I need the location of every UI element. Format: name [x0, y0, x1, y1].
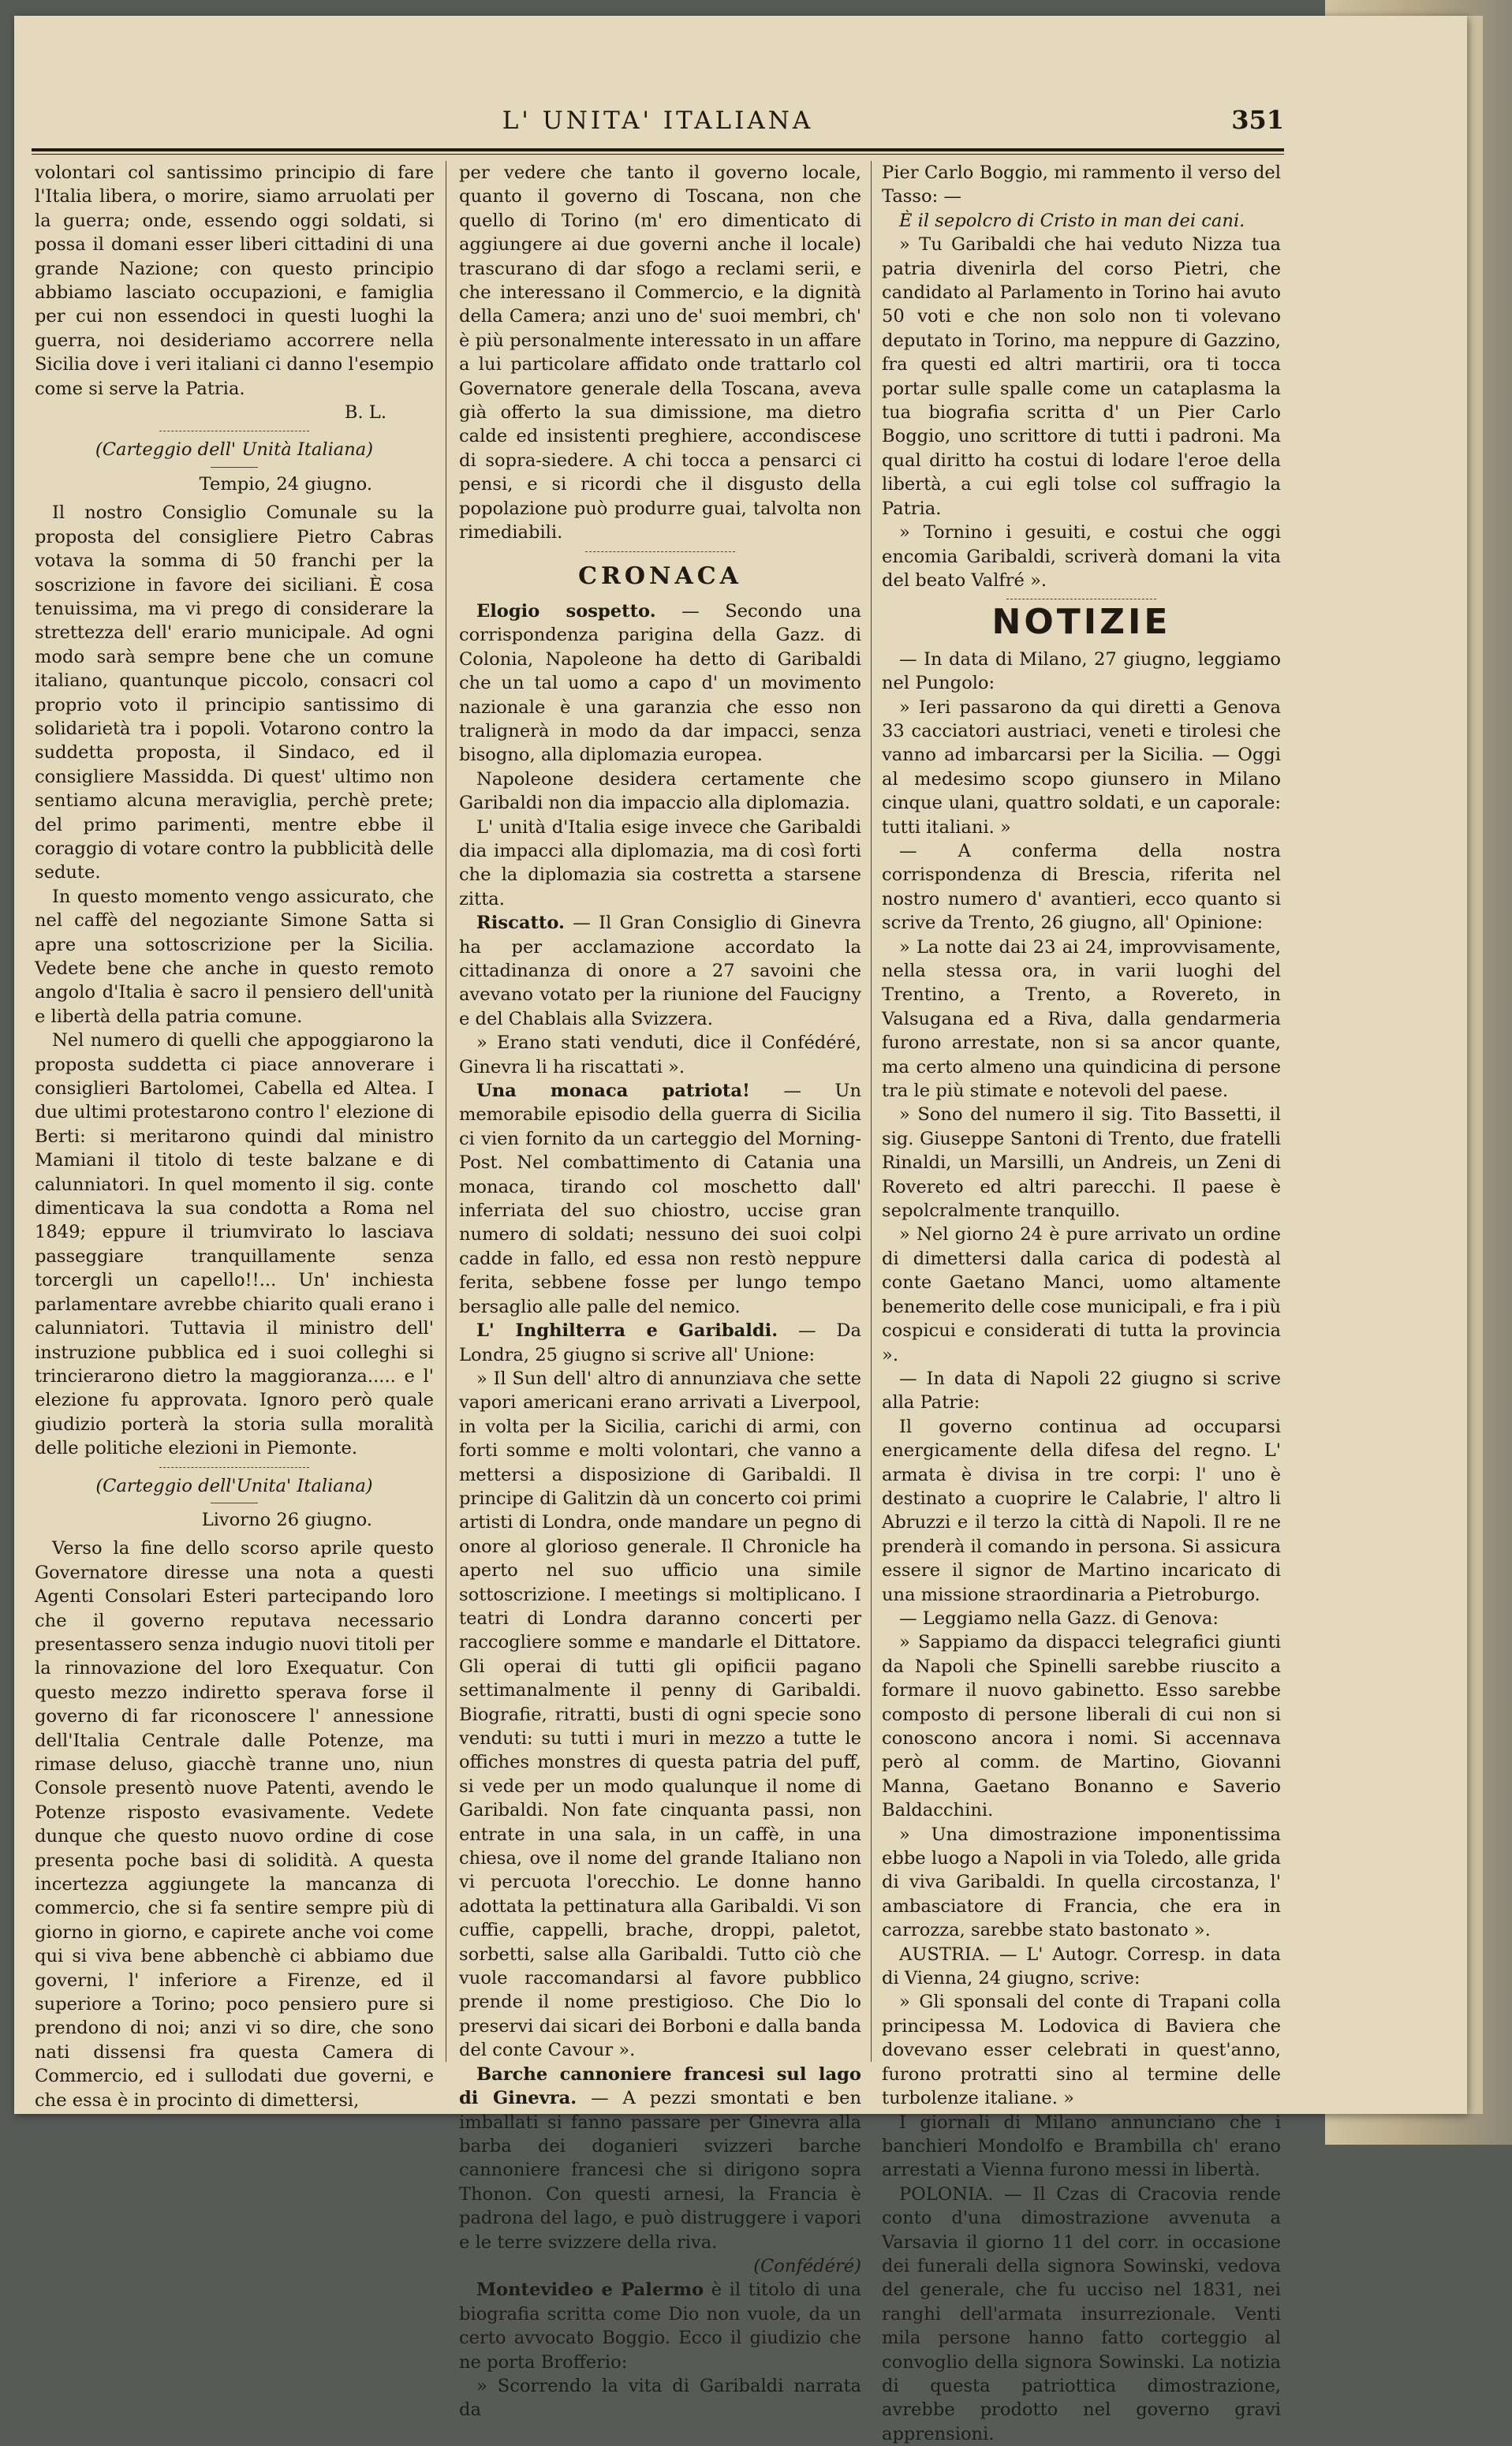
dateline: Tempio, 24 giugno.	[199, 473, 372, 495]
item-title: Riscatto.	[476, 913, 565, 934]
paragraph: » Sappiamo da dispacci telegrafici giunti da Napoli che Spinelli sarebbe riuscito a formare il nuovo gabinetto. Esso sarebbe composto di persone liberali di cui non si conoscono ancora i nomi. Si accennava però al comm. de Martino, Giovanni Manna, Gaetano Bonanno e Saverio Baldacchini.	[882, 1632, 1281, 1821]
paragraph: » Una dimostrazione imponentissima ebbe luogo a Napoli in via Toledo, alle grida di viva Garibaldi. In quella circostanza, l' ambasciatore di Francia, che era in carrozza, sarebbe stato bastonato ».	[882, 1824, 1281, 1941]
column-1	[35, 161, 434, 2111]
header-rule-thin	[32, 154, 1284, 155]
item-body: — A pezzi smontati e ben imballati si fanno passare per Ginevra alla barba dei doganieri svizzeri barche cannoniere francesi che si dirigono sopra Thonon. Con questi arnesi, la Francia è padrona del lago, e può distruggere i vapori e le terre svizzere della riva.	[459, 2088, 862, 2253]
paragraph: — In data di Milano, 27 giugno, leggiamo nel Pungolo:	[882, 648, 1281, 694]
item-title: L' Inghilterra e Garibaldi.	[476, 1320, 778, 1342]
paragraph: » La notte dai 23 ai 24, improvvisamente, nella stessa ora, in varii luoghi del Trentino, a Trento, a Rovereto, in Valsugana ed a Riva, dalla gendarmeria furono arrestate, non si sa ancor quante, ma certo almeno una quindicina di persone tra le più stimate e notevoli del paese.	[882, 936, 1281, 1102]
item-source: (Confédéré)	[753, 2255, 861, 2276]
news-item	[459, 1079, 861, 1319]
paragraph: » Ieri passarono da qui diretti a Genova 33 cacciatori austriaci, veneti e tirolesi che vanno ad imbarcarsi per la Sicilia. — Oggi al medesimo scopo giunsero in Milano cinque ulani, quattro soldati, e un caporale: tutti italiani. »	[882, 696, 1281, 838]
paragraph: » Nel giorno 24 è pure arrivato un ordine di dimettersi dalla carica di podestà al conte Gaetano Manci, uomo altamente benemerito delle cose municipali, e fra i più cospicui e considerati di tutta la provincia ».	[882, 1224, 1281, 1365]
newspaper-title: L' UNITA' ITALIANA	[502, 106, 814, 135]
news-item	[459, 2063, 861, 2254]
page-header	[32, 99, 1284, 146]
item-body: — Il Gran Consiglio di Ginevra ha per acclamazione accordato la cittadinanza di onore a 27 savoini che avevano votato per la riunione del Faucigny e del Chablais alla Svizzera.	[459, 913, 861, 1029]
paragraph: Napoleone desidera certamente che Garibaldi non dia impaccio alla diplomazia.	[459, 768, 861, 814]
column-3	[882, 161, 1281, 2444]
paragraph: — Leggiamo nella Gazz. di Genova:	[899, 1608, 1219, 1629]
paragraph: — A conferma della nostra corrispondenza di Brescia, riferita nel nostro numero d' avantieri, ecco quanto si scrive da Trento, 26 giugno, all' Opinione:	[882, 840, 1281, 934]
item-body: — Secondo una corrispondenza parigina della Gazz. di Colonia, Napoleone ha detto di Garibaldi che un tal uomo a capo d' un movimento nazionale è una garanzia che esso non tralignerà in modo da dar impacci, senza bisogno, alla diplomazia europea.	[459, 600, 861, 766]
header-rule	[32, 148, 1284, 151]
item-title: Montevideo e Palermo	[476, 2280, 704, 2301]
paragraph: » Tu Garibaldi che hai veduto Nizza tua patria divenirla del corso Pietri, che candidato al Parlamento in Torino hai avuto 50 voti e che non solo non ti volevano deputato in Torino, ma neppure di Gazzino, fra questi ed altri martirii, ora ti tocca portar sulle spalle come un cataplasma la tua biografia scritta d' un Pier Carlo Boggio, uno scrittore di tutti i padroni. Ma qual diritto ha costui di lodare l'eroe della libertà, a cui egli tolse col suffragio la Patria.	[882, 234, 1281, 519]
paragraph: volontari col santissimo principio di fare l'Italia libera, o morire, siamo arruolati per la guerra; onde, essendo oggi soldati, si possa il domani esser liberi cittadini di una grande Nazione; con questo principio abbiamo lasciato occupazioni, e famiglia per cui non essendoci in questi luoghi la guerra, noi desideriamo accorrere nella Sicilia dove i veri italiani ci danno l'esempio come si serve la Patria.	[35, 162, 434, 399]
paragraph: » Gli sponsali del conte di Trapani colla principessa M. Lodovica di Baviera che dovevano esser celebrati in quest'anno, furono protratti sino al termine delle turbolenze italiane. »	[882, 1992, 1281, 2109]
separator	[159, 1467, 309, 1468]
paragraph: Il nostro Consiglio Comunale su la proposta del consigliere Pietro Cabras votava la somma di 50 franchi per la soscrizione in favore dei siciliani. È cosa tenuissima, ma vi prego di considerare la strettezza dell' erario municipale. Ad ogni modo sarà sempre bene che un comune italiano, quantunque piccolo, consacri col proprio voto il principio santissimo di solidarietà tra i popoli. Votarono contro la suddetta proposta, il Sindaco, ed il consigliere Massidda. Di quest' ultimo non sentiamo alcuna meraviglia, perchè prete; del primo parimenti, mentre ebbe il coraggio di votare contro la pubblicità delle sedute.	[35, 502, 434, 883]
item-title: Barche cannoniere francesi sul lago di Ginevra.	[459, 2063, 861, 2109]
paragraph: per vedere che tanto il governo locale, quanto il governo di Toscana, non che quello di Torino (m' ero dimenticato di aggiungere ai due governi anche il locale) trascurano di dar sfogo a reclami serii, e che interessano il Commercio, e la dignità della Camera; anzi uno de' suoi membri, ch' è più personalmente interessato in un affare a lui particolare affidato onde trattarlo col Governatore generale della Toscana, aveva già offerto la sua dimissione, ma dietro calde ed insistenti preghiere, accondiscese di sopra-siedere. A chi tocca a pensarci ci pensi, e si ricordi che il disgusto della popolazione può produrre guai, talvolta non rimediabili.	[459, 162, 861, 543]
paragraph: POLONIA. — Il Czas di Cracovia rende conto d'una dimostrazione avvenuta a Varsavia il giorno 11 del corr. in occasione dei funerali della signora Sowinski, vedova del generale, che fu ucciso nel 1831, nei ranghi dell'armata insurrezionale. Venti mila persone hanno fatto corteggio al convoglio della signora Sowinski. La notizia di questa patriottica dimostrazione, avrebbe prodotto nel governo gravi apprensioni.	[882, 2183, 1281, 2444]
item-body: — Un memorabile episodio della guerra di Sicilia ci vien fornito da un carteggio del Morning-Post. Nel combattimento di Catania una monaca, tirando col moschetto dall' inferriata del suo chiostro, uccise gran numero di soldati; nessuno dei suoi colpi cadde in fallo, ed essa non restò neppure ferita, sebbene fosse per lungo tempo bersaglio alle palle del nemico.	[459, 1081, 861, 1317]
correspondence-heading: (Carteggio dell'Unita' Italiana)	[95, 1475, 373, 1496]
news-item	[459, 911, 861, 1031]
dateline: Livorno 26 giugno.	[201, 1509, 372, 1530]
column-divider	[871, 161, 872, 2062]
paragraph: L' unità d'Italia esige invece che Garibaldi dia impacci alla diplomazia, ma di così forti che la diplomazia sia costretta a starsene zitta.	[459, 816, 861, 909]
section-heading-cronaca: CRONACA	[578, 562, 742, 590]
paragraph: » Il Sun dell' altro di annunziava che sette vapori americani erano arrivati a Liverpool, in volta per la Sicilia, carichi di armi, con forti somme e molti volontari, che vanno a mettersi a disposizione di Garibaldi. Il principe di Galitzin dà un concerto coi primi artisti di Londra, onde mandare un pegno di onore al glorioso generale. Il Chronicle ha aperto nel suo ufficio una simile sottoscrizione. I meetings si moltiplicano. I teatri di Londra daranno concerti per raccogliere somme e mandarle el Dittatore. Gli operai di tutti gli opificii pagano settimanalmente il penny di Garibaldi. Biografie, ritratti, busti di ogni specie sono venduti: su tutti i muri in mezzo a tutte le offiches monstres di questa patria del puff, si vede per un modo qualunque il nome di Garibaldi. Non fate cinquanta passi, non entrate in una sala, in un caffè, in una chiesa, ove il nome del grande Italiano non vi percuota l'orecchio. Le donne hanno adottata la pettinatura alla Garibaldi. Vi son cuffie, cappelli, brache, droppi, paletot, sorbetti, salse alla Garibaldi. Tutto ciò che vuole raccomandarsi al favore pubblico prende il nome prestigioso. Che Dio lo preservi dai sicari dei Borboni e dalla banda del conte Cavour ».	[459, 1368, 861, 2061]
item-body: — Da Londra, 25 giugno si scrive all' Unione:	[459, 1320, 861, 1365]
page-number: 351	[1231, 105, 1284, 135]
paragraph: AUSTRIA. — L' Autogr. Corresp. in data di Vienna, 24 giugno, scrive:	[882, 1944, 1281, 1989]
paragraph: In questo momento vengo assicurato, che nel caffè del negoziante Simone Satta si apre una sottoscrizione per la Sicilia. Vedete bene che anche in questo remoto angolo d'Italia è sacro il pensiero dell'unità e libertà della patria comune.	[35, 886, 434, 1027]
signature: B. L.	[344, 402, 386, 424]
column-2	[459, 161, 862, 2421]
item-title: Elogio sospetto.	[476, 600, 656, 622]
paragraph: » Tornino i gesuiti, e costui che oggi encomia Garibaldi, scriverà domani la vita del beato Valfré ».	[882, 522, 1281, 591]
paragraph: » Erano stati venduti, dice il Confédéré, Ginevra li ha riscattati ».	[459, 1033, 861, 1077]
correspondence-heading: (Carteggio dell' Unità Italiana)	[95, 439, 374, 461]
separator	[211, 467, 258, 468]
news-item	[459, 1319, 861, 1367]
paragraph: Nel numero di quelli che appoggiarono la proposta suddetta ci piace annoverare i consiglieri Bartolomei, Cabella ed Altea. I due ultimi protestarono contro l' elezione di Berti: si meritarono quindi dal ministro Mamiani il titolo di teste balzane e di calunniatori. In quel momento il sig. conte dimenticava la sua condotta a Roma nel 1849; eppure il triumvirato lo lasciava passeggiare tranquillamente senza torcergli un capello!!... Un' inchiesta parlamentare avrebbe chiarito quali erano i calunniatori. Tuttavia il ministro dell' instruzione pubblica ed i suoi colleghi si trincierarono dietro la maggioranza..... e l' elezione fu approvata. Ignoro però quale giudizio porterà la storia sulla moralità delle politiche elezioni in Piemonte.	[35, 1030, 434, 1459]
item-title: Una monaca patriota!	[476, 1081, 750, 1102]
news-item	[459, 2278, 861, 2374]
paragraph: Il governo continua ad occuparsi energicamente della difesa del regno. L' armata è divisa in tre corpi: l' uno è destinato a cuoprire le Calabrie, l' altro li Abruzzi e il terzo la città di Napoli. Il re ne prenderà il comando in persona. Si assicura essere il signor de Martino incaricato di una missione straordinaria a Pietroburgo.	[882, 1416, 1281, 1605]
separator	[585, 551, 735, 552]
paragraph: Verso la fine dello scorso aprile questo Governatore diresse una nota a questi Agenti Consolari Esteri partecipando loro che il governo reputava necessario presentassero senza indugio nuovi titoli per la rinnovazione del loro Exequatur. Con questo mezzo indiretto sperava forse il governo di far riconoscere l' annessione dell'Italia Centrale dalle Potenze, ma rimase deluso, giacchè tranne uno, niun Console presentò nuove Patenti, avendo le Potenze risposto evasivamente. Vedete dunque che questo nuovo ordine di cose presenta poche basi di solidità. A questa incertezza aggiungete la mancanza di commercio, che si fa sentire sempre più di giorno in giorno, e capirete anche voi come qui si viva bene abbenchè ci abbiamo due governi, l' inferiore a Firenze, ed il superiore a Torino; poco pensiero pure si prendono di noi; anzi vi so dire, che sono nati dissensi fra questa Camera di Commercio, ed i sullodati due governi, e che essa è in procinto di dimettersi,	[35, 1538, 434, 2111]
section-heading-notizie: NOTIZIE	[991, 602, 1171, 643]
paragraph: Pier Carlo Boggio, mi rammento il verso del Tasso: —	[882, 162, 1281, 207]
item-body: è il titolo di una biografia scritta come Dio non vuole, da un certo avvocato Boggio. Ecco il giudizio che ne porta Brofferio:	[459, 2280, 861, 2373]
paragraph: I giornali di Milano annunciano che i banchieri Mondolfo e Brambilla ch' erano arrestati a Vienna furono messi in libertà.	[882, 2112, 1281, 2181]
paragraph: » Scorrendo la vita di Garibaldi narrata da	[459, 2375, 861, 2421]
paragraph: » Sono del numero il sig. Tito Bassetti, il sig. Giuseppe Santoni di Trento, due fratelli Rinaldi, un Marsilli, un Andreis, un Zeni di Rovereto ed altri parecchi. Il paese è sepolcralmente tranquillo.	[882, 1104, 1281, 1222]
paragraph: — In data di Napoli 22 giugno si scrive alla Patrie:	[882, 1368, 1281, 1413]
news-item	[459, 599, 861, 767]
quoted-verse: È il sepolcro di Cristo in man dei cani.	[899, 210, 1245, 231]
